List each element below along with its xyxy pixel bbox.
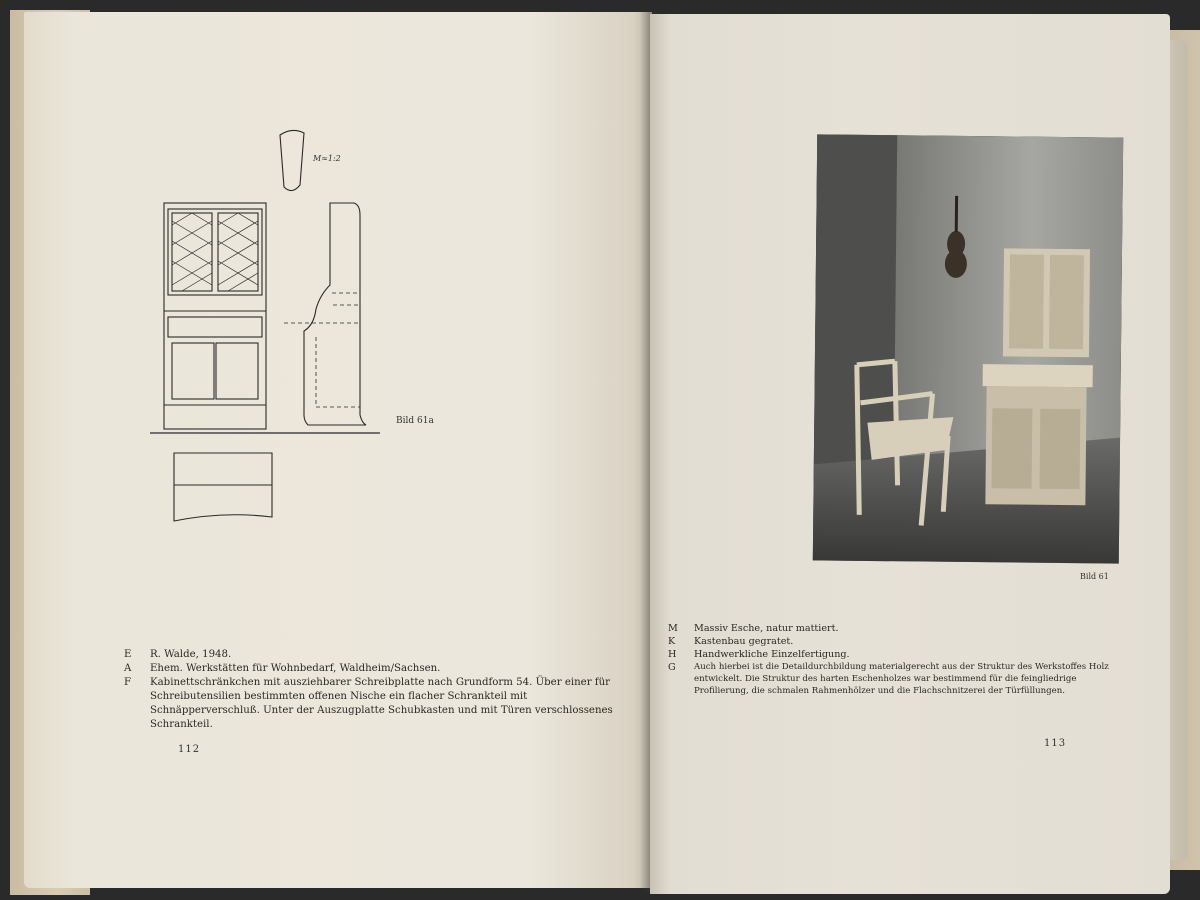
figure-label-61: Bild 61 xyxy=(1080,572,1109,581)
furniture-photo xyxy=(813,134,1123,563)
caption-text: R. Walde, 1948. xyxy=(150,649,232,660)
cabinet-front-outline xyxy=(164,203,266,429)
caption-row xyxy=(668,661,1118,697)
profile-detail xyxy=(280,130,304,190)
right-captions xyxy=(668,622,1118,697)
caption-letter: A xyxy=(124,663,132,674)
caption-letter: E xyxy=(124,649,132,660)
page-number-left: 112 xyxy=(178,744,201,755)
caption-text: Auch hierbei ist die Detaildurchbildung materialgerecht aus der Struktur des Werkstoffes Holz entwickelt. Die Struktur des harten Eschenholzes war bestimmend für die feingliedrige Profilierung, die schmalen Rahmenhölzer und die Flachschnitzerei der Türfüllungen. xyxy=(694,662,1109,696)
cabinet-side-outline xyxy=(304,203,366,425)
left-captions xyxy=(124,648,634,732)
scale-note: M≈1:2 xyxy=(313,154,341,163)
figure-label-61a: Bild 61a xyxy=(396,416,434,426)
caption-text: Massiv Esche, natur mattiert. xyxy=(694,623,839,634)
caption-row xyxy=(124,648,634,662)
caption-row xyxy=(124,662,634,676)
page-number-right: 113 xyxy=(1044,738,1067,749)
caption-letter: H xyxy=(668,649,677,660)
caption-text: Ehem. Werkstätten für Wohnbedarf, Waldheim/Sachsen. xyxy=(150,663,441,674)
caption-text: Kabinettschränkchen mit ausziehbarer Schreibplatte nach Grundform 54. Über einer für Schreibutensilien bestimmten offenen Nische ein flacher Schrankteil mit Schnäpperverschluß. Unter der Auszugplatte Schubkasten und mit Türen verschlossenes Schrankteil. xyxy=(150,677,613,730)
caption-letter: M xyxy=(668,623,678,634)
caption-row xyxy=(668,635,1118,648)
cabinet-technical-drawing xyxy=(140,125,400,535)
caption-text: Handwerkliche Einzelfertigung. xyxy=(694,649,850,660)
caption-letter: K xyxy=(668,636,676,647)
caption-row xyxy=(668,648,1118,661)
caption-row xyxy=(124,676,634,732)
cabinet-plan-view xyxy=(174,453,272,521)
caption-letter: F xyxy=(124,677,132,688)
caption-row xyxy=(668,622,1118,635)
caption-letter: G xyxy=(668,662,676,673)
caption-text: Kastenbau gegratet. xyxy=(694,636,794,647)
